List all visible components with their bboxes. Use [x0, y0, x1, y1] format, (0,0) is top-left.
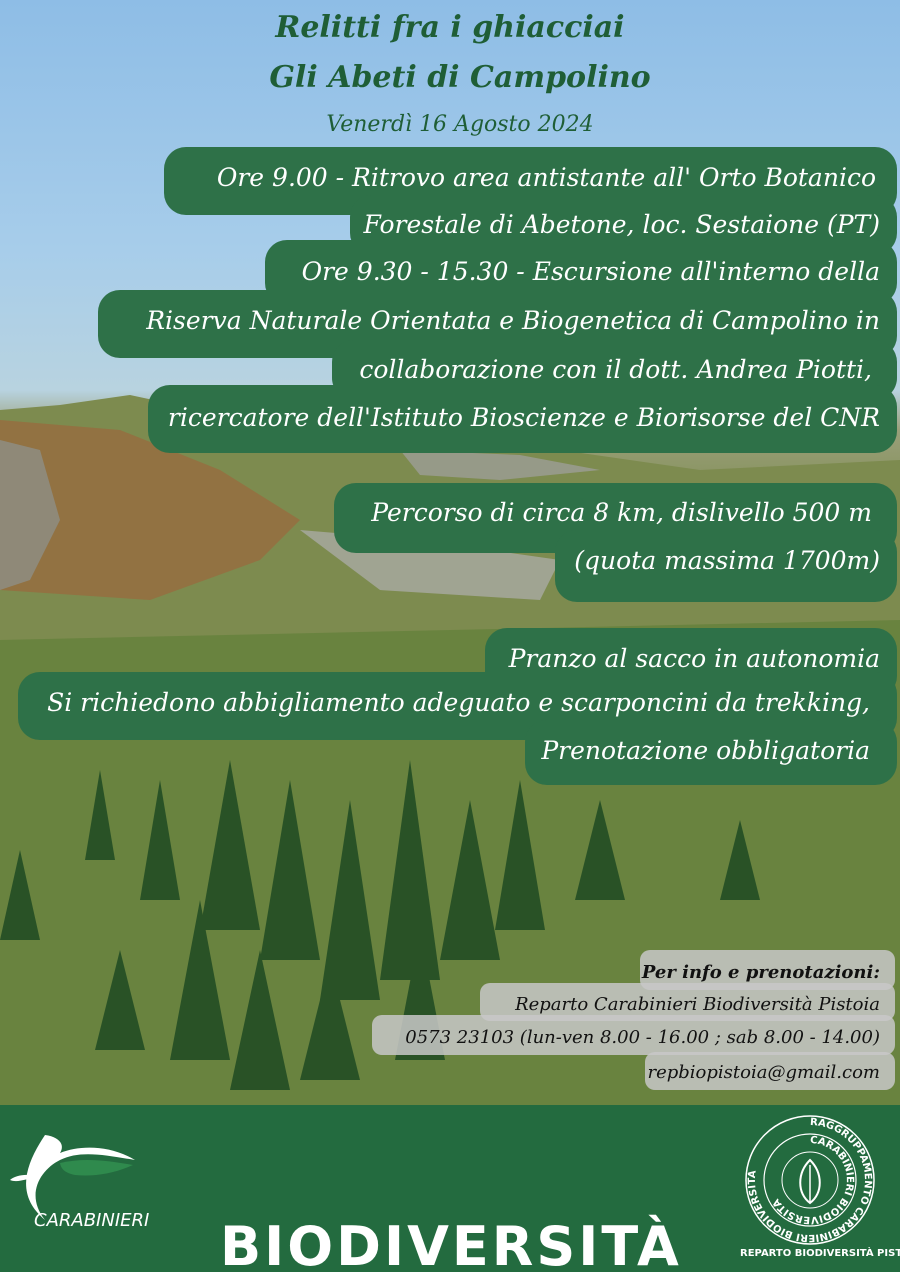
- program-line-9: Pranzo al sacco in autonomia: [508, 644, 880, 673]
- program-line-5: collaborazione con il dott. Andrea Piotti,: [359, 355, 872, 384]
- program-line-6: ricercatore dell'Istituto Bioscienze e Biorisorse del CNR: [167, 403, 880, 432]
- program-line-11: Prenotazione obbligatoria: [541, 736, 870, 765]
- title-line-2: Gli Abeti di Campolino: [269, 60, 651, 95]
- contact-phone: 0573 23103 (lun-ven 8.00 - 16.00 ; sab 8.00 - 14.00): [405, 1027, 880, 1048]
- event-date: Venerdì 16 Agosto 2024: [326, 112, 594, 137]
- carabinieri-logo-text: CARABINIERI: [34, 1210, 150, 1231]
- seal-inner-text: CARABINIERI BIODIVERSITÀ: [771, 1134, 855, 1226]
- biodiversita-wordmark: BIODIVERSITÀ: [220, 1215, 682, 1278]
- program-line-3: Ore 9.30 - 15.30 - Escursione all'interno della: [301, 257, 880, 286]
- seal-outer-text: RAGGRUPPAMENTO CARABINIERI BIODIVERSITÀ: [746, 1116, 874, 1244]
- program-line-1: Ore 9.00 - Ritrovo area antistante all' Orto Botanico: [216, 163, 876, 192]
- program-line-4: Riserva Naturale Orientata e Biogenetica di Campolino in: [146, 306, 880, 335]
- contact-email: repbiopistoia@gmail.com: [647, 1062, 880, 1083]
- contact-heading: Per info e prenotazioni:: [641, 962, 880, 983]
- reparto-label: REPARTO BIODIVERSITÀ PISTOIA: [740, 1248, 922, 1259]
- title-line-1: Relitti fra i ghiacciai: [275, 10, 625, 45]
- contact-org: Reparto Carabinieri Biodiversità Pistoia: [515, 994, 880, 1015]
- program-line-10: Si richiedono abbigliamento adeguato e scarponcini da trekking,: [47, 688, 870, 717]
- program-line-2: Forestale di Abetone, loc. Sestaione (PT): [363, 210, 880, 239]
- program-line-7: Percorso di circa 8 km, dislivello 500 m: [371, 498, 872, 527]
- program-line-8: (quota massima 1700m): [574, 546, 880, 575]
- reparto-seal: [735, 1105, 885, 1245]
